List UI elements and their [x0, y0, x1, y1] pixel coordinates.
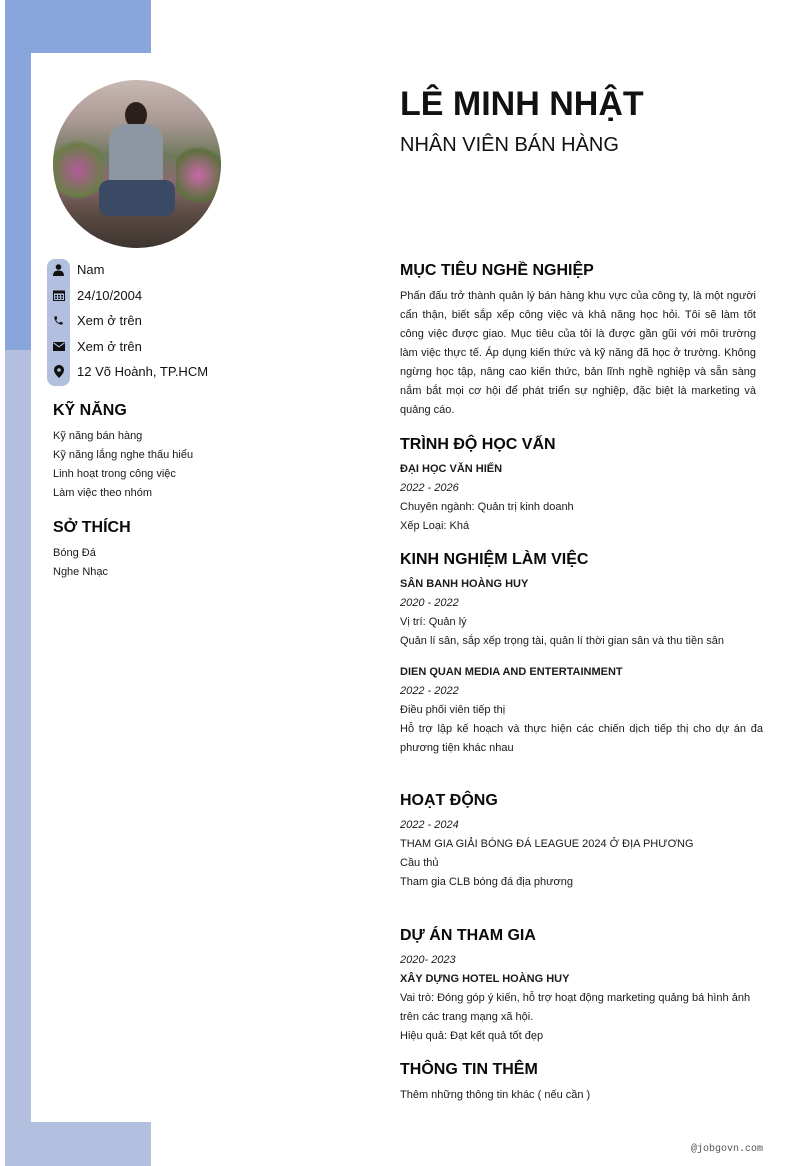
experience-description: Hỗ trợ lập kế hoạch và thực hiện các chiến dịch tiếp thị cho dự án đa phương tiện khác nhau	[400, 723, 763, 754]
accent-strip-lower	[5, 350, 31, 1122]
hobbies-list	[53, 544, 108, 582]
experience-entry	[400, 663, 763, 758]
activity-name: THAM GIA GIẢI BÓNG ĐÁ LEAGUE 2024 Ở ĐỊA PHƯƠNG	[400, 838, 694, 850]
phone-icon	[47, 315, 70, 326]
watermark: @jobgovn.com	[690, 1144, 763, 1155]
education-heading: TRÌNH ĐỘ HỌC VẤN	[400, 436, 556, 453]
hobby-item: Nghe Nhạc	[53, 566, 109, 578]
skills-list	[53, 427, 193, 503]
experience-position: Điều phối viên tiếp thị	[400, 704, 506, 716]
job-title: NHÂN VIÊN BÁN HÀNG	[400, 134, 619, 156]
objective-heading: MỤC TIÊU NGHỀ NGHIỆP	[400, 262, 594, 279]
activity-entry	[400, 816, 694, 892]
experience-entry	[400, 575, 763, 651]
education-grade: Xếp Loại: Khá	[400, 520, 470, 532]
project-result: Hiệu quả: Đạt kết quả tốt đẹp	[400, 1030, 544, 1042]
experience-description: Quản lí sân, sắp xếp trọng tài, quản lí thời gian sân và thu tiền sân	[400, 635, 724, 647]
accent-strip-upper	[5, 53, 31, 350]
project-name: XÂY DỰNG HOTEL HOÀNG HUY	[400, 973, 570, 985]
education-major: Chuyên ngành: Quản trị kinh doanh	[400, 501, 574, 513]
activity-period: 2022 - 2024	[400, 819, 459, 831]
hobby-item: Bóng Đá	[53, 547, 96, 559]
skill-item: Linh hoạt trong công việc	[53, 468, 176, 480]
project-entry	[400, 951, 763, 1046]
extra-heading: THÔNG TIN THÊM	[400, 1061, 538, 1078]
profile-photo	[53, 80, 221, 248]
accent-block-bottom	[5, 1122, 151, 1166]
hobbies-heading: SỞ THÍCH	[53, 519, 131, 536]
contact-email: Xem ở trên	[47, 334, 142, 359]
projects-heading: DỰ ÁN THAM GIA	[400, 927, 536, 944]
email-icon	[47, 342, 70, 351]
project-period: 2020- 2023	[400, 954, 456, 966]
location-icon	[47, 365, 70, 378]
extra-text: Thêm những thông tin khác ( nếu cần )	[400, 1089, 591, 1101]
contact-address: 12 Võ Hoành, TP.HCM	[47, 359, 208, 384]
company-name: SÂN BANH HOÀNG HUY	[400, 578, 529, 590]
education-entry	[400, 460, 574, 536]
activity-role: Cầu thủ	[400, 857, 439, 869]
project-role: Vai trò: Đóng góp ý kiến, hỗ trợ hoạt động marketing quảng bá hình ảnh trên các trang mạng xã hội.	[400, 992, 751, 1023]
contact-birthday: 24/10/2004	[47, 283, 142, 308]
experience-position: Vị trí: Quản lý	[400, 616, 467, 628]
skill-item: Kỹ năng bán hàng	[53, 430, 143, 442]
candidate-name: LÊ MINH NHẬT	[400, 85, 644, 123]
calendar-icon	[47, 290, 70, 301]
accent-block-top	[5, 0, 151, 53]
activity-description: Tham gia CLB bóng đá địa phương	[400, 876, 573, 888]
company-name: DIEN QUAN MEDIA AND ENTERTAINMENT	[400, 666, 623, 678]
experience-period: 2022 - 2022	[400, 685, 459, 697]
contact-phone: Xem ở trên	[47, 308, 142, 333]
activities-heading: HOẠT ĐỘNG	[400, 792, 498, 809]
school-name: ĐẠI HỌC VĂN HIẾN	[400, 463, 503, 475]
experience-period: 2020 - 2022	[400, 597, 459, 609]
objective-text: Phấn đấu trở thành quản lý bán hàng khu vực của công ty, là một người cẩn thận, biết sắp xếp công việc và khả năng học hỏi. Tôi sẽ làm tốt công việc được giao. Mục tiêu của tôi là được gần gũi với môi trường làm việc thực tế. Áp dụng kiến thức và kỹ năng đã học ở trường. Không ngừng học tập, nâng cao kiến thức, bản lĩnh nghề nghiệp và sẵn sàng nắm bắt mọi cơ hội để phát triển sự nghiệp, đặc biệt là marketing và quảng cáo.	[400, 290, 756, 416]
experience-heading: KINH NGHIỆM LÀM VIỆC	[400, 551, 589, 568]
education-period: 2022 - 2026	[400, 482, 459, 494]
skills-heading: KỸ NĂNG	[53, 402, 127, 419]
skill-item: Kỹ năng lắng nghe thấu hiểu	[53, 449, 194, 461]
skill-item: Làm việc theo nhóm	[53, 487, 153, 499]
person-icon	[47, 264, 70, 276]
contact-gender: Nam	[47, 257, 104, 282]
